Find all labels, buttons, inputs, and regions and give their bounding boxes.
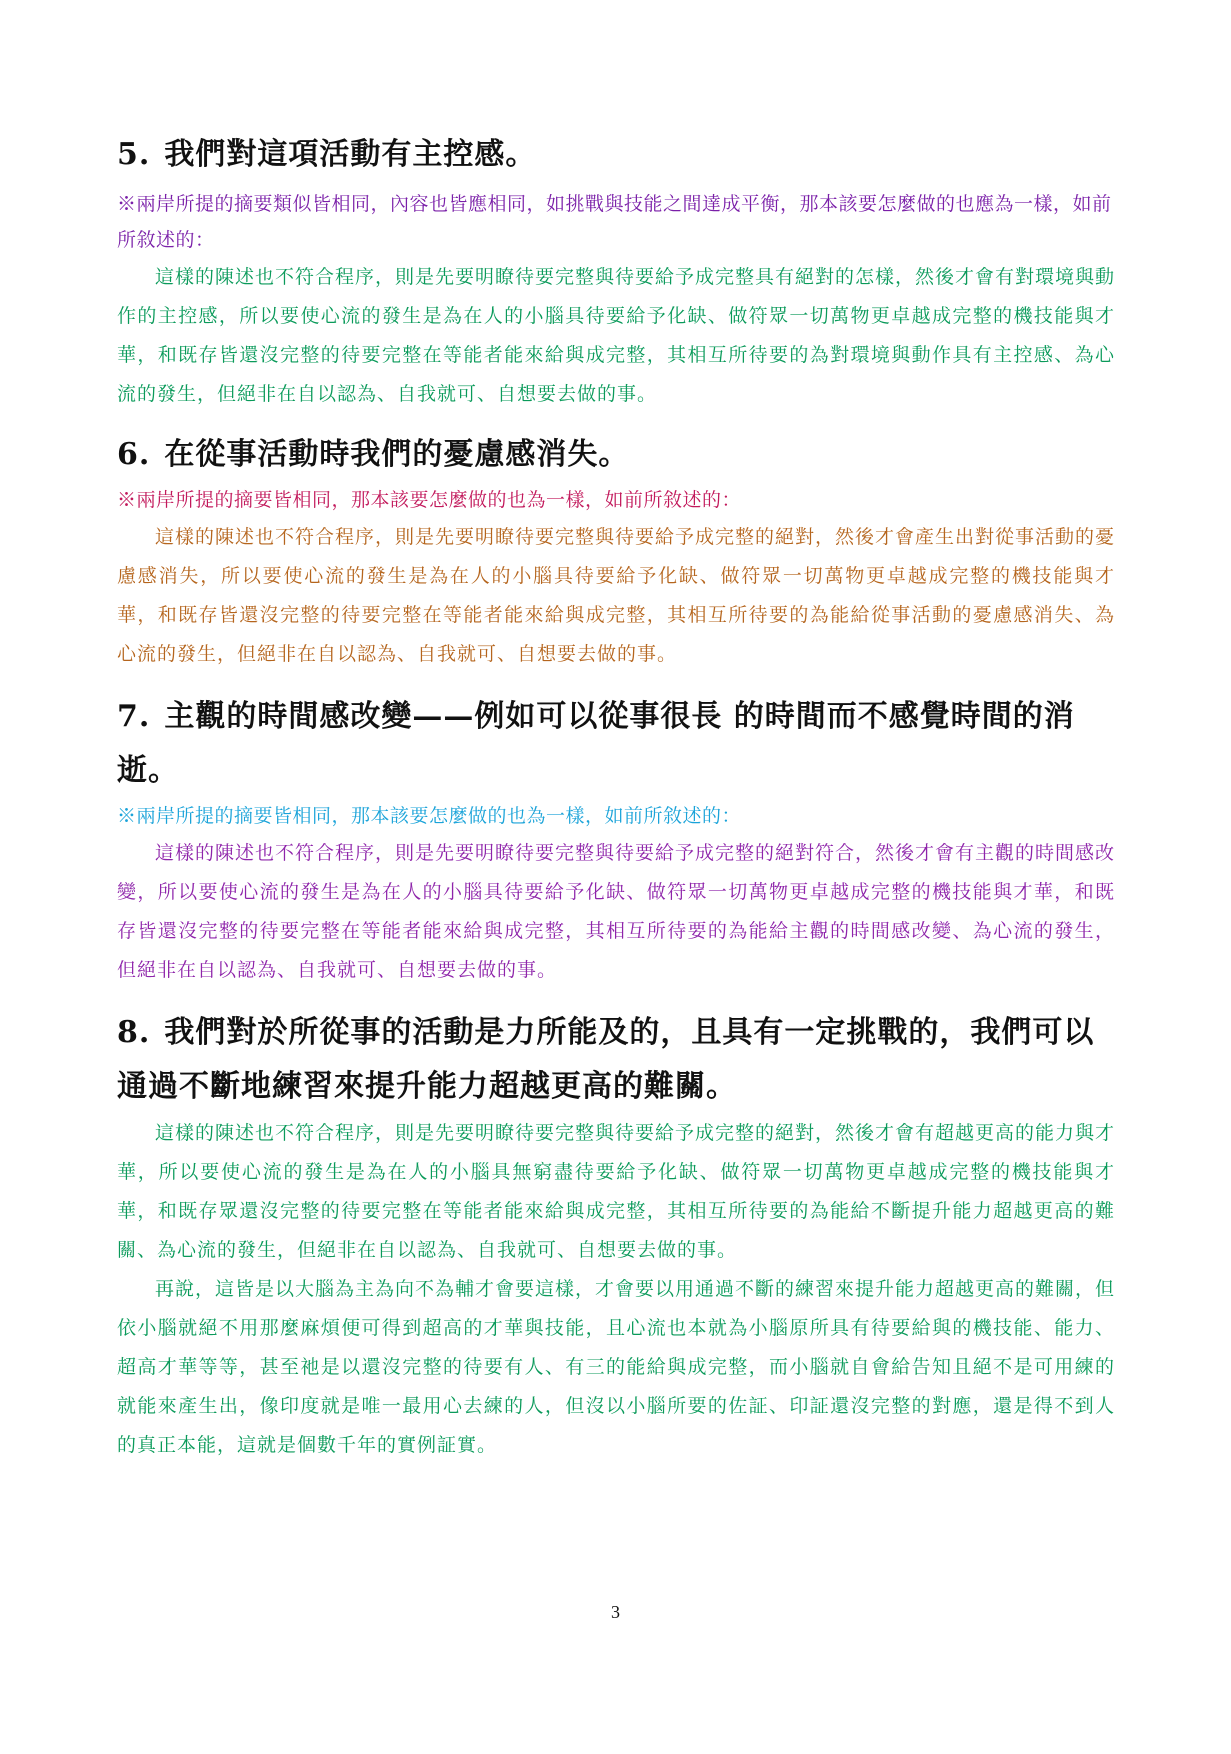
section-8-title: 我們對於所從事的活動是力所能及的，且具有一定挑戰的，我們可以通過不斷地練習來提升能力超越更高的難關。 <box>117 1015 1095 1104</box>
section-6-paragraph: 這樣的陳述也不符合程序，則是先要明瞭待要完整與待要給予成完整的絕對，然後才會產生出對從事活動的憂慮感消失，所以要使心流的發生是為在人的小腦具待要給予化缺、做符眾一切萬物更卓越成完整的機技能與才華，和既存皆還沒完整的待要完整在等能者能來給與成完整，其相互所待要的為能給從事活動的憂慮感消失、為心流的發生，但絕非在自以認為、自我就可、自想要去做的事。 <box>117 526 1116 665</box>
section-7-title: 主觀的時間感改變——例如可以從事很長 的時間而不感覺時間的消逝。 <box>117 699 1075 788</box>
section-6-heading <box>117 428 1115 482</box>
section-5-note: ※兩岸所提的摘要類似皆相同，內容也皆應相同，如挑戰與技能之間達成平衡，那本該要怎麼做的也應為一樣，如前所敘述的： <box>117 193 1112 251</box>
section-5-title: 我們對這項活動有主控感。 <box>164 137 537 172</box>
page-number: 3 <box>611 1602 620 1622</box>
section-6-title: 在從事活動時我們的憂慮感消失。 <box>164 437 630 472</box>
section-5-paragraph: 這樣的陳述也不符合程序，則是先要明瞭待要完整與待要給予成完整具有絕對的怎樣，然後才會有對環境與動作的主控感，所以要使心流的發生是為在人的小腦具待要給予化缺、做符眾一切萬物更卓越成完整的機技能與才華，和既存皆還沒完整的待要完整在等能者能來給與成完整，其相互所待要的為對環境與動作具有主控感、為心流的發生，但絕非在自以認為、自我就可、自想要去做的事。 <box>117 266 1116 405</box>
section-8-number: 8. <box>117 1015 151 1050</box>
document-body <box>117 128 1115 1465</box>
section-8-paragraph-1: 這樣的陳述也不符合程序，則是先要明瞭待要完整與待要給予成完整的絕對，然後才會有超越更高的能力與才華，所以要使心流的發生是為在人的小腦具無窮盡待要給予化缺、做符眾一切萬物更卓越成完整的機技能與才華，和既存眾還沒完整的待要完整在等能者能來給與成完整，其相互所待要的為能給不斷提升能力超越更高的難關、為心流的發生，但絕非在自以認為、自我就可、自想要去做的事。 <box>117 1122 1116 1261</box>
section-7-heading <box>117 690 1115 798</box>
section-7-note: ※兩岸所提的摘要皆相同，那本該要怎麼做的也為一樣，如前所敘述的： <box>117 805 742 827</box>
section-5-number: 5. <box>117 137 151 172</box>
section-8-paragraph-2: 再說，這皆是以大腦為主為向不為輔才會要這樣，才會要以用通過不斷的練習來提升能力超越更高的難關，但依小腦就絕不用那麼麻煩便可得到超高的才華與技能，且心流也本就為小腦原所具有待要給與的機技能、能力、超高才華等等，甚至祂是以還沒完整的待要有人、有三的能給與成完整，而小腦就自會給告知且絕不是可用練的就能來產生出，像印度就是唯一最用心去練的人，但沒以小腦所要的佐証、印証還沒完整的對應，還是得不到人的真正本能，這就是個數千年的實例証實。 <box>117 1278 1116 1456</box>
section-6-number: 6. <box>117 437 151 472</box>
section-6-note: ※兩岸所提的摘要皆相同，那本該要怎麼做的也為一樣，如前所敘述的： <box>117 489 742 511</box>
section-7-number: 7. <box>117 699 151 734</box>
section-8-heading <box>117 1006 1115 1114</box>
section-5-heading <box>117 128 1115 182</box>
section-7-paragraph: 這樣的陳述也不符合程序，則是先要明瞭待要完整與待要給予成完整的絕對符合，然後才會有主觀的時間感改變，所以要使心流的發生是為在人的小腦具待要給予化缺、做符眾一切萬物更卓越成完整的機技能與才華，和既存皆還沒完整的待要完整在等能者能來給與成完整，其相互所待要的為能給主觀的時間感改變、為心流的發生，但絕非在自以認為、自我就可、自想要去做的事。 <box>117 842 1116 981</box>
